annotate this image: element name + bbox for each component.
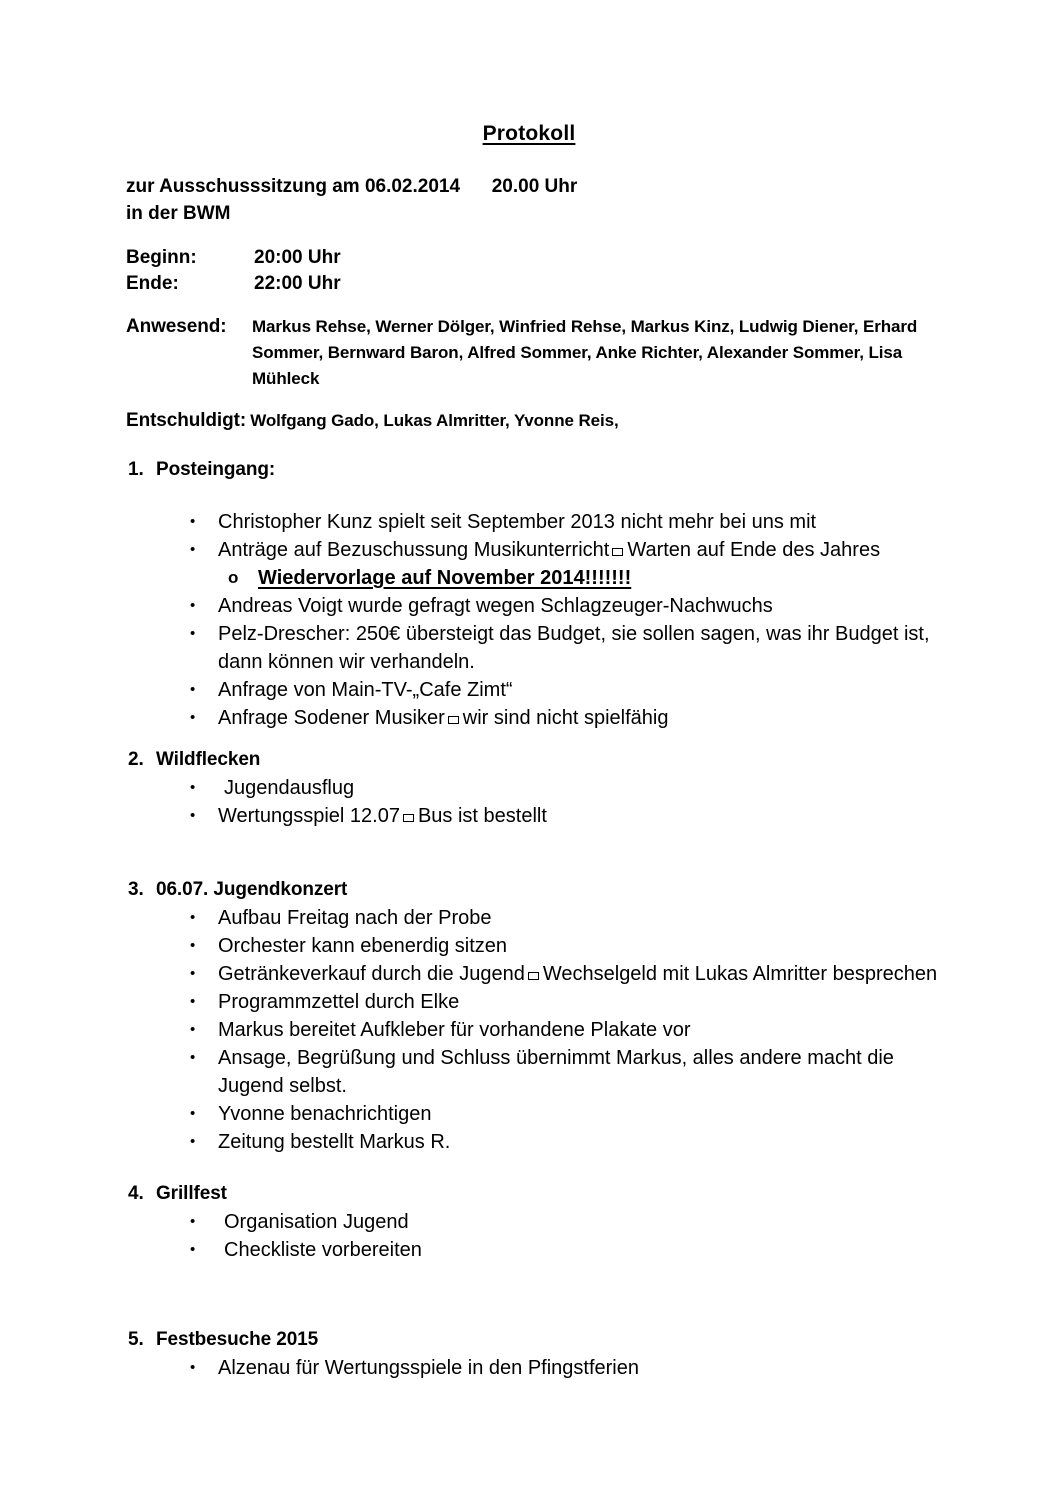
bullet-marker-icon: • [190,937,196,954]
present-label: Anwesend: [126,316,227,337]
section-heading [0,456,1058,484]
list-item-text-before: Wertungsspiel 12.07 [218,805,400,827]
bullet-marker-icon: • [190,1105,196,1122]
list-item [0,1208,1058,1236]
attendance-excused [126,408,956,434]
section-title: Posteingang: [156,459,276,480]
bullet-marker-icon: • [190,807,196,824]
list-item-text-after: wir sind nicht spielfähig [462,707,669,729]
list-item [0,1100,1058,1128]
list-item-text: Zeitung bestellt Markus R. [218,1131,451,1153]
list-item [0,620,1058,676]
sub-bullet-marker-icon: o [228,568,239,587]
bullet-marker-icon: • [190,1049,196,1066]
section-title: Festbesuche 2015 [156,1329,319,1350]
section-heading [0,1180,1058,1208]
bullet-marker-icon: • [190,681,196,698]
bullet-list [0,1208,1058,1264]
list-item-text: Markus bereitet Aufkleber für vorhandene Plakate vor [218,1019,691,1041]
section-number: 2. [128,749,144,770]
list-item [0,1016,1058,1044]
section-2 [0,746,1058,830]
begin-label: Beginn: [126,247,197,268]
present-names: Markus Rehse, Werner Dölger, Winfried Rehse, Markus Kinz, Ludwig Diener, Erhard Sommer, Bernward Baron, Alfred Sommer, Anke Richter, Alexander Sommer, Lisa Mühleck [252,317,918,388]
bullet-marker-icon: • [190,1359,196,1376]
list-item-text: Pelz-Drescher: 250€ übersteigt das Budget, sie sollen sagen, was ihr Budget ist, dann können wir verhandeln. [218,623,930,673]
list-item [0,960,1058,988]
section-5 [0,1326,1058,1382]
missing-glyph-box-icon [612,548,623,556]
list-item-text: Wiedervorlage auf November 2014!!!!!!! [258,567,632,589]
missing-glyph-box-icon [448,716,459,724]
list-item-text: Checkliste vorbereiten [224,1239,422,1261]
list-item-text [218,536,1058,564]
meeting-header [126,173,956,227]
section-4 [0,1180,1058,1264]
list-item-text: Organisation Jugend [224,1211,409,1233]
bullet-list [0,774,1058,830]
list-item [0,774,1058,802]
list-item-text: Jugendausflug [224,777,355,799]
list-item [0,988,1058,1016]
list-item-text-after: Wechselgeld mit Lukas Almritter besprechen [542,963,938,985]
bullet-marker-icon: • [190,541,196,558]
list-item [0,904,1058,932]
end-row [126,271,341,297]
list-item-text-before: Getränkeverkauf durch die Jugend [218,963,525,985]
list-item [0,592,1058,620]
list-item [0,1236,1058,1264]
excused-colon: : [239,410,247,431]
spacer [0,1156,1058,1180]
list-item-text-after: Warten auf Ende des Jahres [627,539,881,561]
section-title: Grillfest [156,1183,227,1204]
bullet-marker-icon: • [190,597,196,614]
list-item-text [218,960,1058,988]
begin-row [126,245,341,271]
bullet-marker-icon: • [190,1213,196,1230]
attendance-present [126,314,946,392]
bullet-marker-icon: • [190,625,196,642]
list-item [0,932,1058,960]
bullet-marker-icon: • [190,993,196,1010]
end-value: 22:00 Uhr [254,273,341,294]
spacer [0,484,1058,508]
list-item [0,564,1058,592]
list-item-text: Orchester kann ebenerdig sitzen [218,935,508,957]
bullet-list [0,904,1058,1156]
list-item-text: Anfrage von Main-TV-„Cafe Zimt“ [218,679,513,701]
minutes-sections [0,456,1058,1382]
bullet-marker-icon: • [190,513,196,530]
bullet-marker-icon: • [190,709,196,726]
meeting-venue-line: in der BWM [126,203,231,224]
list-item-text-before: Anfrage Sodener Musiker [218,707,445,729]
list-item-text [218,802,1058,830]
list-item-text: Alzenau für Wertungsspiele in den Pfingstferien [218,1357,639,1379]
list-item [0,676,1058,704]
missing-glyph-box-icon [403,814,414,822]
bullet-marker-icon: • [190,965,196,982]
section-3 [0,876,1058,1156]
page-title-text: Protokoll [482,122,576,145]
list-item [0,536,1058,564]
list-item [0,1044,1058,1100]
missing-glyph-box-icon [528,972,539,980]
section-number: 1. [128,459,144,480]
bullet-marker-icon: • [190,779,196,796]
meeting-times [126,245,341,297]
bullet-marker-icon: • [190,1241,196,1258]
spacer [0,732,1058,746]
meeting-subject-line: zur Ausschusssitzung am 06.02.2014 20.00 Uhr [126,176,578,197]
list-item-text [218,704,1058,732]
bullet-list [0,508,1058,732]
bullet-marker-icon: • [190,909,196,926]
list-item-text: Christopher Kunz spielt seit September 2013 nicht mehr bei uns mit [218,511,817,533]
spacer [0,830,1058,876]
list-item-text: Programmzettel durch Elke [218,991,460,1013]
page-title [0,122,1058,146]
section-heading [0,876,1058,904]
section-heading [0,746,1058,774]
list-item [0,802,1058,830]
list-item-text-before: Anträge auf Bezuschussung Musikunterricht [218,539,610,561]
list-item [0,508,1058,536]
section-number: 3. [128,879,144,900]
list-item-text-after: Bus ist bestellt [417,805,547,827]
excused-names: Wolfgang Gado, Lukas Almritter, Yvonne Reis, [250,411,619,430]
section-number: 5. [128,1329,144,1350]
list-item [0,704,1058,732]
excused-label: Entschuldigt [126,410,240,431]
section-heading [0,1326,1058,1354]
list-item-text: Yvonne benachrichtigen [218,1103,432,1125]
list-item-text: Aufbau Freitag nach der Probe [218,907,492,929]
list-item [0,1128,1058,1156]
bullet-marker-icon: • [190,1133,196,1150]
begin-value: 20:00 Uhr [254,247,341,268]
list-item [0,1354,1058,1382]
bullet-list [0,1354,1058,1382]
section-number: 4. [128,1183,144,1204]
end-label: Ende: [126,273,179,294]
list-item-text: Ansage, Begrüßung und Schluss übernimmt Markus, alles andere macht die Jugend selbst. [218,1047,894,1097]
section-title: 06.07. Jugendkonzert [156,879,348,900]
list-item-text: Andreas Voigt wurde gefragt wegen Schlagzeuger-Nachwuchs [218,595,773,617]
section-title: Wildflecken [156,749,261,770]
section-1 [0,456,1058,732]
spacer [0,1264,1058,1326]
bullet-marker-icon: • [190,1021,196,1038]
